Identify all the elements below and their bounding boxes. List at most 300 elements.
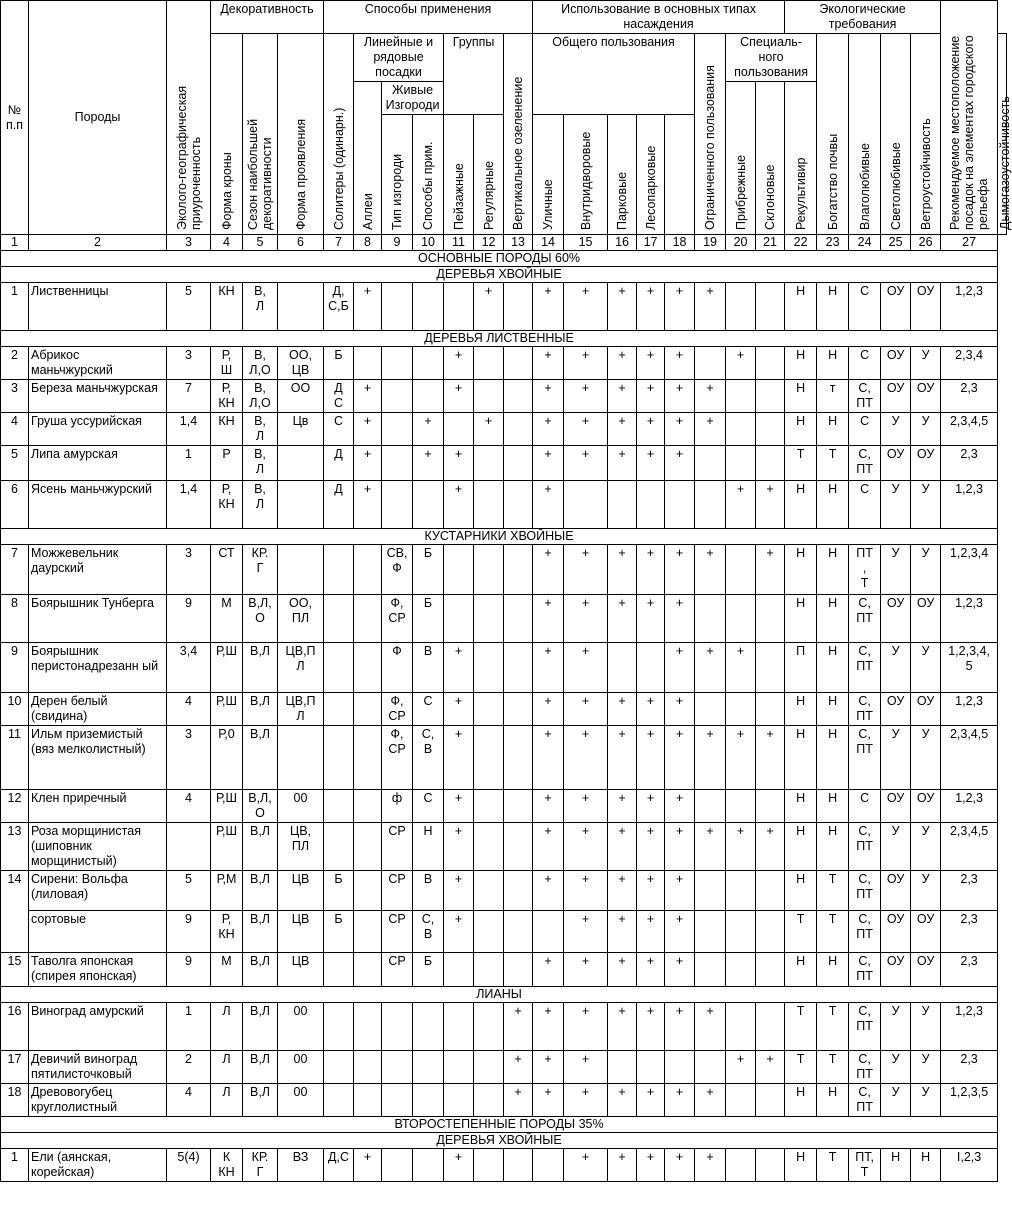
table-cell: ОУ bbox=[881, 380, 911, 413]
table-cell: + bbox=[533, 726, 564, 790]
table-cell: К КН bbox=[211, 1149, 243, 1182]
table-cell: + bbox=[665, 545, 695, 595]
column-number: 1 bbox=[1, 235, 29, 251]
table-cell: + bbox=[608, 911, 637, 953]
table-cell bbox=[413, 380, 444, 413]
table-cell bbox=[756, 953, 785, 987]
table-cell: + bbox=[533, 953, 564, 987]
table-cell: Т bbox=[817, 1149, 849, 1182]
row-number: 4 bbox=[1, 413, 29, 446]
table-cell: В, Л,О bbox=[243, 347, 278, 380]
table-cell bbox=[756, 380, 785, 413]
table-cell: + bbox=[564, 871, 608, 911]
table-cell bbox=[324, 790, 354, 823]
table-cell: С bbox=[849, 283, 881, 331]
table-cell bbox=[695, 1051, 726, 1084]
table-cell: Ф, СР bbox=[382, 693, 413, 726]
table-cell: В, Л bbox=[243, 283, 278, 331]
table-cell: + bbox=[608, 1003, 637, 1051]
table-cell bbox=[382, 283, 413, 331]
table-cell: I,2,3 bbox=[941, 1149, 998, 1182]
table-cell: + bbox=[695, 283, 726, 331]
table-cell: + bbox=[637, 1084, 665, 1117]
table-cell: + bbox=[695, 1084, 726, 1117]
species-name: сортовые bbox=[29, 911, 167, 953]
table-cell: Р,Ш bbox=[211, 823, 243, 871]
table-cell: Ф, СР bbox=[382, 595, 413, 643]
table-cell: + bbox=[608, 726, 637, 790]
table-cell: 1,2,3,5 bbox=[941, 1084, 998, 1117]
table-cell: 3,4 bbox=[167, 643, 211, 693]
column-number: 6 bbox=[278, 235, 324, 251]
table-cell bbox=[726, 380, 756, 413]
table-cell: У bbox=[911, 1084, 941, 1117]
table-cell: + bbox=[564, 1051, 608, 1084]
table-cell: У bbox=[911, 1003, 941, 1051]
table-cell: + bbox=[564, 823, 608, 871]
table-cell: У bbox=[911, 871, 941, 911]
table-cell: + bbox=[637, 446, 665, 481]
table-cell: Н bbox=[817, 693, 849, 726]
table-cell: + bbox=[444, 347, 474, 380]
table-cell bbox=[504, 481, 533, 529]
row-number: 15 bbox=[1, 953, 29, 987]
column-number: 4 bbox=[211, 235, 243, 251]
table-cell bbox=[474, 953, 504, 987]
table-cell: ОУ bbox=[881, 347, 911, 380]
table-cell: ВЗ bbox=[278, 1149, 324, 1182]
table-cell: ЦВ, ПЛ bbox=[278, 823, 324, 871]
table-cell: + bbox=[564, 911, 608, 953]
table-cell: С, В bbox=[413, 911, 444, 953]
table-cell: В,Л bbox=[243, 693, 278, 726]
table-cell: Р, КН bbox=[211, 380, 243, 413]
table-cell bbox=[726, 1149, 756, 1182]
table-cell bbox=[533, 911, 564, 953]
table-cell: + bbox=[756, 726, 785, 790]
table-cell: Н bbox=[785, 1149, 817, 1182]
col-slope-header: Склоновые bbox=[756, 82, 785, 235]
table-cell bbox=[324, 823, 354, 871]
table-cell bbox=[324, 545, 354, 595]
table-cell: Н bbox=[817, 595, 849, 643]
table-cell bbox=[756, 283, 785, 331]
table-cell: В, Л bbox=[243, 413, 278, 446]
table-row bbox=[1, 1084, 1007, 1117]
table-cell: + bbox=[637, 413, 665, 446]
table-cell: С, ПТ bbox=[849, 1003, 881, 1051]
table-cell: Н bbox=[817, 347, 849, 380]
table-cell bbox=[726, 1084, 756, 1117]
table-cell: Р,Ш bbox=[211, 693, 243, 726]
species-name: Древовогубец круглолистный bbox=[29, 1084, 167, 1117]
table-cell: С, ПТ bbox=[849, 380, 881, 413]
table-cell: Н bbox=[785, 283, 817, 331]
row-number: 2 bbox=[1, 347, 29, 380]
table-cell bbox=[382, 380, 413, 413]
table-cell: С bbox=[324, 413, 354, 446]
col-eco-header: Эколого-географическая приуроченность bbox=[167, 1, 211, 235]
table-cell: СР bbox=[382, 911, 413, 953]
table-cell: 3 bbox=[167, 726, 211, 790]
table-cell: Т bbox=[817, 446, 849, 481]
table-cell: + bbox=[695, 380, 726, 413]
table-cell: + bbox=[564, 1149, 608, 1182]
col-landscape-header: Пейзажные bbox=[444, 115, 474, 235]
table-cell: ОУ bbox=[881, 693, 911, 726]
table-cell: ОУ bbox=[911, 595, 941, 643]
table-cell: Р,М bbox=[211, 871, 243, 911]
table-cell: В,Л bbox=[243, 871, 278, 911]
table-cell: Н bbox=[785, 380, 817, 413]
table-cell bbox=[665, 481, 695, 529]
table-cell: СР bbox=[382, 823, 413, 871]
row-number: 7 bbox=[1, 545, 29, 595]
table-cell: + bbox=[665, 1084, 695, 1117]
table-row bbox=[1, 283, 1007, 331]
table-cell: + bbox=[637, 871, 665, 911]
column-number: 25 bbox=[881, 235, 911, 251]
table-cell: ОО bbox=[278, 380, 324, 413]
table-cell bbox=[756, 347, 785, 380]
table-cell bbox=[726, 871, 756, 911]
table-cell: + bbox=[637, 380, 665, 413]
table-cell: 00 bbox=[278, 790, 324, 823]
row-number: 17 bbox=[1, 1051, 29, 1084]
table-row bbox=[1, 1149, 1007, 1182]
col-crown-header: Форма кроны bbox=[211, 34, 243, 235]
table-cell: 1,2,3 bbox=[941, 790, 998, 823]
table-cell: С, В bbox=[413, 726, 444, 790]
table-cell: В bbox=[413, 871, 444, 911]
table-cell bbox=[726, 595, 756, 643]
section-title: ДЕРЕВЬЯ ХВОЙНЫЕ bbox=[1, 1133, 998, 1149]
table-cell: + bbox=[504, 1051, 533, 1084]
table-cell: У bbox=[881, 1003, 911, 1051]
table-cell: + bbox=[665, 283, 695, 331]
table-cell: + bbox=[637, 790, 665, 823]
table-row bbox=[1, 380, 1007, 413]
row-number: 9 bbox=[1, 643, 29, 693]
table-cell bbox=[504, 1149, 533, 1182]
table-cell: + bbox=[726, 481, 756, 529]
table-cell: В,Л bbox=[243, 726, 278, 790]
table-cell bbox=[382, 1149, 413, 1182]
table-cell: У bbox=[881, 726, 911, 790]
table-cell bbox=[474, 481, 504, 529]
table-cell bbox=[637, 643, 665, 693]
table-cell: Т bbox=[785, 911, 817, 953]
table-cell: Л bbox=[211, 1003, 243, 1051]
table-cell: + bbox=[665, 953, 695, 987]
table-cell: + bbox=[695, 1003, 726, 1051]
table-cell bbox=[278, 545, 324, 595]
table-cell bbox=[444, 1003, 474, 1051]
table-cell bbox=[354, 693, 382, 726]
table-cell: Н bbox=[785, 1084, 817, 1117]
section-title: ЛИАНЫ bbox=[1, 987, 998, 1003]
table-cell bbox=[695, 693, 726, 726]
column-number: 19 bbox=[695, 235, 726, 251]
table-cell: Н bbox=[817, 545, 849, 595]
table-cell: С bbox=[413, 790, 444, 823]
table-cell bbox=[382, 347, 413, 380]
table-cell: Н bbox=[817, 413, 849, 446]
table-cell: + bbox=[533, 871, 564, 911]
table-cell bbox=[504, 726, 533, 790]
table-cell bbox=[695, 481, 726, 529]
section-title: ДЕРЕВЬЯ ЛИСТВЕННЫЕ bbox=[1, 331, 998, 347]
table-cell bbox=[756, 595, 785, 643]
table-cell: У bbox=[881, 545, 911, 595]
table-cell: + bbox=[665, 446, 695, 481]
table-cell: + bbox=[608, 347, 637, 380]
table-cell: + bbox=[608, 790, 637, 823]
table-row bbox=[1, 1051, 1007, 1084]
table-cell: + bbox=[608, 1084, 637, 1117]
table-cell: ОУ bbox=[881, 953, 911, 987]
table-cell: + bbox=[533, 545, 564, 595]
table-cell: + bbox=[637, 595, 665, 643]
table-cell: Н bbox=[785, 693, 817, 726]
row-number: 10 bbox=[1, 693, 29, 726]
table-cell bbox=[354, 1084, 382, 1117]
table-cell: 1,2,3,4 bbox=[941, 545, 998, 595]
linear-group-header: Линейные и рядовые посадки bbox=[354, 34, 444, 82]
col-hedge-type-header: Тип изгороди bbox=[382, 115, 413, 235]
section-header-row bbox=[1, 1133, 1007, 1149]
ecoreq-group-header: Экологические требования bbox=[785, 1, 941, 34]
table-cell: 4 bbox=[167, 790, 211, 823]
table-cell: В,Л, О bbox=[243, 790, 278, 823]
table-cell: + bbox=[665, 1003, 695, 1051]
table-cell: 9 bbox=[167, 595, 211, 643]
column-number: 15 bbox=[564, 235, 608, 251]
table-cell bbox=[756, 871, 785, 911]
table-cell: 2,3,4,5 bbox=[941, 413, 998, 446]
table-cell bbox=[354, 545, 382, 595]
column-number: 16 bbox=[608, 235, 637, 251]
table-cell: + bbox=[608, 953, 637, 987]
table-cell: С, ПТ bbox=[849, 446, 881, 481]
table-cell: + bbox=[354, 1149, 382, 1182]
table-cell: + bbox=[665, 871, 695, 911]
table-row bbox=[1, 911, 1007, 953]
species-name: Таволга японская (спирея японская) bbox=[29, 953, 167, 987]
table-cell bbox=[474, 1003, 504, 1051]
table-cell: ОО, ПЛ bbox=[278, 595, 324, 643]
table-cell: 00 bbox=[278, 1084, 324, 1117]
table-cell: В,Л bbox=[243, 911, 278, 953]
table-cell bbox=[533, 1149, 564, 1182]
table-cell: + bbox=[444, 446, 474, 481]
col-relief-header: Рекомендуемое местоположение посадок на элементах городского рельефа bbox=[941, 1, 998, 235]
table-cell bbox=[324, 726, 354, 790]
table-cell: У bbox=[911, 823, 941, 871]
table-cell: Н bbox=[817, 283, 849, 331]
table-cell bbox=[756, 693, 785, 726]
table-cell: Т bbox=[785, 1003, 817, 1051]
species-name: Абрикос маньчжурский bbox=[29, 347, 167, 380]
row-number: 1 bbox=[1, 283, 29, 331]
table-cell bbox=[413, 1051, 444, 1084]
table-cell bbox=[695, 595, 726, 643]
table-cell: В,Л bbox=[243, 1084, 278, 1117]
column-number: 2 bbox=[29, 235, 167, 251]
table-cell: 9 bbox=[167, 911, 211, 953]
table-cell bbox=[474, 911, 504, 953]
table-cell bbox=[278, 726, 324, 790]
table-cell: Ф, СР bbox=[382, 726, 413, 790]
table-cell bbox=[413, 1003, 444, 1051]
table-cell bbox=[726, 790, 756, 823]
table-cell: + bbox=[726, 643, 756, 693]
table-cell: + bbox=[564, 413, 608, 446]
table-cell: С, ПТ bbox=[849, 643, 881, 693]
table-cell: + bbox=[726, 726, 756, 790]
col-regular-header: Регулярные bbox=[474, 115, 504, 235]
table-cell bbox=[504, 595, 533, 643]
table-cell: ЦВ,П Л bbox=[278, 693, 324, 726]
species-name: Боярышник перистонадрезанн ый bbox=[29, 643, 167, 693]
table-cell bbox=[474, 446, 504, 481]
col-limited-header: Ограниченного пользования bbox=[695, 34, 726, 235]
table-cell: В bbox=[413, 643, 444, 693]
table-cell: + bbox=[637, 283, 665, 331]
column-number: 21 bbox=[756, 235, 785, 251]
table-cell: + bbox=[695, 643, 726, 693]
column-number: 8 bbox=[354, 235, 382, 251]
table-cell: Н bbox=[785, 595, 817, 643]
table-cell: + bbox=[533, 790, 564, 823]
table-cell: Н bbox=[785, 726, 817, 790]
table-cell: С bbox=[849, 481, 881, 529]
table-cell: У bbox=[881, 413, 911, 446]
table-cell: + bbox=[637, 911, 665, 953]
table-cell: В,Л bbox=[243, 953, 278, 987]
table-cell bbox=[278, 446, 324, 481]
table-row bbox=[1, 446, 1007, 481]
table-cell: 1 bbox=[167, 1003, 211, 1051]
table-cell: 2,3,4,5 bbox=[941, 823, 998, 871]
table-cell: + bbox=[564, 790, 608, 823]
table-cell: ОУ bbox=[881, 283, 911, 331]
column-number: 14 bbox=[533, 235, 564, 251]
species-name: Лиственницы bbox=[29, 283, 167, 331]
table-cell bbox=[444, 953, 474, 987]
table-cell: + bbox=[608, 823, 637, 871]
table-cell: Н bbox=[817, 726, 849, 790]
col-wind-header: Ветроустойчивость bbox=[911, 34, 941, 235]
table-row bbox=[1, 595, 1007, 643]
table-cell: + bbox=[444, 790, 474, 823]
section-title: ВТОРОСТЕПЕННЫЕ ПОРОДЫ 35% bbox=[1, 1117, 998, 1133]
table-cell: + bbox=[444, 823, 474, 871]
table-cell: 00 bbox=[278, 1003, 324, 1051]
row-number: 6 bbox=[1, 481, 29, 529]
table-cell: + bbox=[564, 693, 608, 726]
table-cell bbox=[504, 413, 533, 446]
table-cell bbox=[504, 643, 533, 693]
table-cell: + bbox=[695, 823, 726, 871]
table-cell: + bbox=[637, 953, 665, 987]
table-cell: + bbox=[665, 347, 695, 380]
species-name: Виноград амурский bbox=[29, 1003, 167, 1051]
table-cell bbox=[354, 1003, 382, 1051]
section-title: КУСТАРНИКИ ХВОЙНЫЕ bbox=[1, 529, 998, 545]
table-cell bbox=[608, 1051, 637, 1084]
table-cell: 4 bbox=[167, 1084, 211, 1117]
hedges-header: Живые Изгороди bbox=[382, 82, 444, 115]
col-moisture-header: Влаголюбивые bbox=[849, 34, 881, 235]
table-cell: + bbox=[533, 1084, 564, 1117]
row-number: 12 bbox=[1, 790, 29, 823]
table-cell: + bbox=[695, 545, 726, 595]
table-cell: 2,3 bbox=[941, 871, 998, 911]
table-cell: + bbox=[413, 446, 444, 481]
species-name: Ели (аянская, корейская) bbox=[29, 1149, 167, 1182]
table-cell: 2,3 bbox=[941, 1051, 998, 1084]
table-cell: С, ПТ bbox=[849, 823, 881, 871]
table-cell: 2,3 bbox=[941, 911, 998, 953]
column-number: 12 bbox=[474, 235, 504, 251]
col-solitary-header: Солитеры (одинарн.) bbox=[324, 34, 354, 235]
table-cell: + bbox=[608, 413, 637, 446]
column-number: 24 bbox=[849, 235, 881, 251]
column-number-row bbox=[1, 235, 1007, 251]
table-cell bbox=[444, 413, 474, 446]
table-cell: + bbox=[608, 545, 637, 595]
groups-header: Группы bbox=[444, 34, 504, 115]
table-cell: + bbox=[444, 643, 474, 693]
table-cell: ф bbox=[382, 790, 413, 823]
table-cell bbox=[474, 643, 504, 693]
table-cell: 1,4 bbox=[167, 413, 211, 446]
table-cell: ОУ bbox=[881, 446, 911, 481]
table-cell: + bbox=[564, 953, 608, 987]
table-cell: Т bbox=[785, 446, 817, 481]
species-name: Береза маньчжурская bbox=[29, 380, 167, 413]
table-cell: + bbox=[665, 1149, 695, 1182]
species-name: Сирени: Вольфа (лиловая) bbox=[29, 871, 167, 911]
table-cell bbox=[413, 1149, 444, 1182]
col-hedge-method-header: Способы прим. bbox=[413, 115, 444, 235]
row-number: 13 bbox=[1, 823, 29, 871]
table-cell: + bbox=[474, 413, 504, 446]
table-cell: + bbox=[354, 481, 382, 529]
table-cell: Р, КН bbox=[211, 911, 243, 953]
table-cell: ОО, ЦВ bbox=[278, 347, 324, 380]
special-group-header: Специаль-ного пользования bbox=[726, 34, 817, 82]
table-cell: ОУ bbox=[911, 446, 941, 481]
table-row bbox=[1, 413, 1007, 446]
table-cell bbox=[324, 643, 354, 693]
table-cell bbox=[756, 413, 785, 446]
col-form-header: Форма проявления bbox=[278, 34, 324, 235]
table-row bbox=[1, 790, 1007, 823]
table-cell: Т bbox=[817, 871, 849, 911]
table-cell: 9 bbox=[167, 953, 211, 987]
table-cell: + bbox=[533, 347, 564, 380]
table-cell: + bbox=[533, 595, 564, 643]
table-cell: СТ bbox=[211, 545, 243, 595]
col-forestpark-header: Лесопарковые bbox=[637, 115, 665, 235]
table-cell: С, ПТ bbox=[849, 693, 881, 726]
section-header-row bbox=[1, 1117, 1007, 1133]
table-cell: + bbox=[665, 595, 695, 643]
table-cell: С, ПТ bbox=[849, 953, 881, 987]
methods-group-header: Способы применения bbox=[324, 1, 533, 34]
